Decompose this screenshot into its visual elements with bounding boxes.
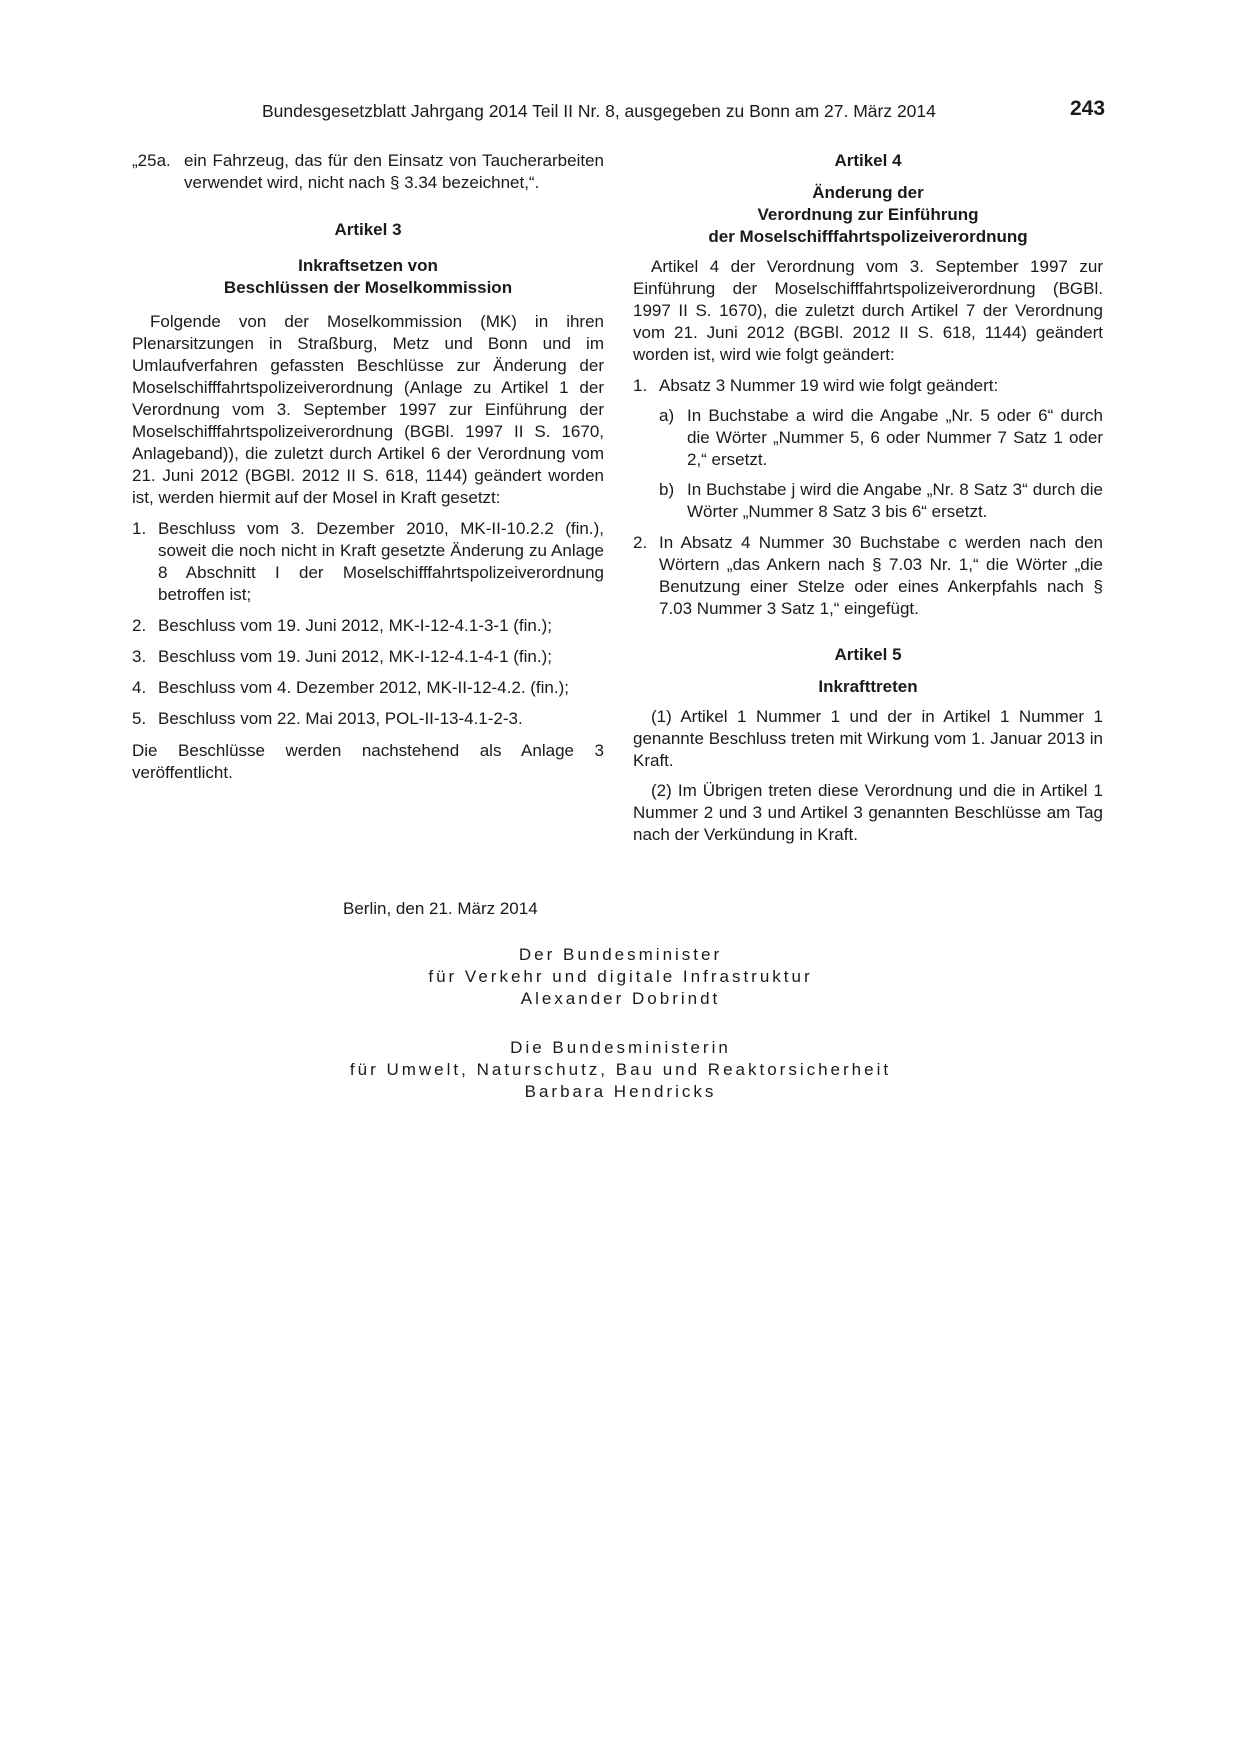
list-item-text: Beschluss vom 22. Mai 2013, POL-II-13-4.1-2-3. — [158, 709, 523, 728]
article-3-heading: Artikel 3 — [334, 220, 402, 239]
article-5-paragraph-1: (1) Artikel 1 Nummer 1 und der in Artikel 1 Nummer 1 genannte Beschluss treten mit Wirkung vom 1. Januar 2013 in Kraft. — [633, 707, 1103, 770]
amendment-subitem — [633, 405, 1103, 471]
signatory-ministry: für Umwelt, Naturschutz, Bau und Reaktorsicherheit — [349, 1060, 892, 1079]
list-item-text: Beschluss vom 19. Juni 2012, MK-I-12-4.1-3-1 (fin.); — [158, 616, 552, 635]
amendment-item — [633, 375, 1103, 397]
list-item — [132, 677, 604, 699]
article-5-paragraph-2: (2) Im Übrigen treten diese Verordnung und die in Artikel 1 Nummer 2 und 3 und Artikel 3 genannten Beschlüsse am Tag nach der Verkündung in Kraft. — [633, 781, 1103, 844]
article-3-title-line1: Inkraftsetzen von — [298, 256, 438, 275]
list-item-text: Beschluss vom 3. Dezember 2010, MK-II-10.2.2 (fin.), soweit die noch nicht in Kraft gesetzte Änderung zu Anlage 8 Abschnitt I der Moselschifffahrtspolizeiverordnung betroffen ist; — [158, 519, 604, 604]
list-item-number: 5. — [132, 709, 147, 728]
amendment-item — [633, 532, 1103, 620]
list-item-number: 4. — [132, 678, 147, 697]
signatory-ministry: für Verkehr und digitale Infrastruktur — [428, 967, 813, 986]
list-item — [132, 708, 604, 730]
signature-block-2 — [0, 1037, 1241, 1103]
amendment-text: In Absatz 4 Nummer 30 Buchstabe c werden nach den Wörtern „das Ankern nach § 7.03 Nr. 1,“ die Wörter „die Benutzung einer Stelze oder eines Ankerpfahls nach § 7.03 Nummer 3 Satz 1,“ eingefügt. — [659, 533, 1103, 618]
amendment-subitem-label: a) — [659, 406, 675, 425]
list-item-number: 1. — [132, 519, 147, 538]
amendment-subitem — [633, 479, 1103, 523]
article-5-heading: Artikel 5 — [834, 645, 902, 664]
amendment-subitem-text: In Buchstabe j wird die Angabe „Nr. 8 Satz 3“ durch die Wörter „Nummer 8 Satz 3 bis 6“ ersetzt. — [687, 480, 1103, 521]
quoted-entry-label: „25a. — [132, 151, 171, 170]
article-3-title-line2: Beschlüssen der Moselkommission — [223, 278, 513, 297]
resolution-list — [132, 518, 604, 730]
amendment-number: 1. — [633, 376, 648, 395]
quoted-entry-text: ein Fahrzeug, das für den Einsatz von Taucherarbeiten verwendet wird, nicht nach § 3.34 bezeichnet,“. — [184, 151, 604, 192]
signatory-title: Der Bundesminister — [518, 945, 723, 964]
article-5-title: Inkrafttreten — [818, 677, 918, 696]
list-item — [132, 615, 604, 637]
article-3-closing: Die Beschlüsse werden nachstehend als Anlage 3 veröffentlicht. — [132, 741, 604, 782]
page-header — [0, 97, 1241, 126]
list-item-number: 2. — [132, 616, 147, 635]
article-4-title-line1: Änderung der — [812, 183, 924, 202]
quoted-entry — [132, 150, 604, 194]
list-item — [132, 646, 604, 668]
article-3-intro: Folgende von der Moselkommission (MK) in ihren Plenarsitzungen in Straßburg, Metz und Bonn und im Umlaufverfahren gefassten Beschlüsse zur Änderung der Moselschifffahrtspolizeiverordnung (Anlage zu Artikel 1 der Verordnung vom 3. September 1997 zur Einführung der Moselschifffahrtspolizeiverordnung (BGBl. 1997 II S. 1670, Anlageband)), die zuletzt durch Artikel 6 der Verordnung vom 21. Juni 2012 (BGBl. 2012 II S. 618, 1144) geändert worden ist, werden hiermit auf der Mosel in Kraft gesetzt: — [132, 312, 604, 507]
amendment-text: Absatz 3 Nummer 19 wird wie folgt geändert: — [659, 376, 999, 395]
left-column — [132, 150, 604, 784]
amendment-subitem-label: b) — [659, 480, 675, 499]
header-title: Bundesgesetzblatt Jahrgang 2014 Teil II Nr. 8, ausgegeben zu Bonn am 27. März 2014 — [262, 101, 936, 121]
place-and-date: Berlin, den 21. März 2014 — [343, 899, 538, 918]
article-4-intro: Artikel 4 der Verordnung vom 3. September 1997 zur Einführung der Moselschifffahrtspolizeiverordnung (BGBl. 1997 II S. 1670), die zuletzt durch Artikel 7 der Verordnung vom 21. Juni 2012 (BGBl. 2012 II S. 618, 1144) geändert worden ist, wird wie folgt geändert: — [633, 257, 1103, 364]
page-number: 243 — [1070, 97, 1106, 120]
amendment-number: 2. — [633, 533, 648, 552]
article-4-title-line3: der Moselschifffahrtspolizeiverordnung — [708, 227, 1028, 246]
signature-block-1 — [0, 944, 1241, 1010]
article-4-title-line2: Verordnung zur Einführung — [757, 205, 979, 224]
signatory-title: Die Bundesministerin — [510, 1038, 731, 1057]
list-item-text: Beschluss vom 19. Juni 2012, MK-I-12-4.1-4-1 (fin.); — [158, 647, 552, 666]
list-item-number: 3. — [132, 647, 147, 666]
signatory-name: Barbara Hendricks — [524, 1082, 717, 1101]
article-4-heading: Artikel 4 — [834, 151, 902, 170]
signatory-name: Alexander Dobrindt — [520, 989, 721, 1008]
right-column — [633, 150, 1103, 846]
amendment-subitem-text: In Buchstabe a wird die Angabe „Nr. 5 oder 6“ durch die Wörter „Nummer 5, 6 oder Nummer 7 Satz 1 oder 2,“ ersetzt. — [687, 406, 1103, 469]
list-item — [132, 518, 604, 606]
list-item-text: Beschluss vom 4. Dezember 2012, MK-II-12-4.2. (fin.); — [158, 678, 569, 697]
